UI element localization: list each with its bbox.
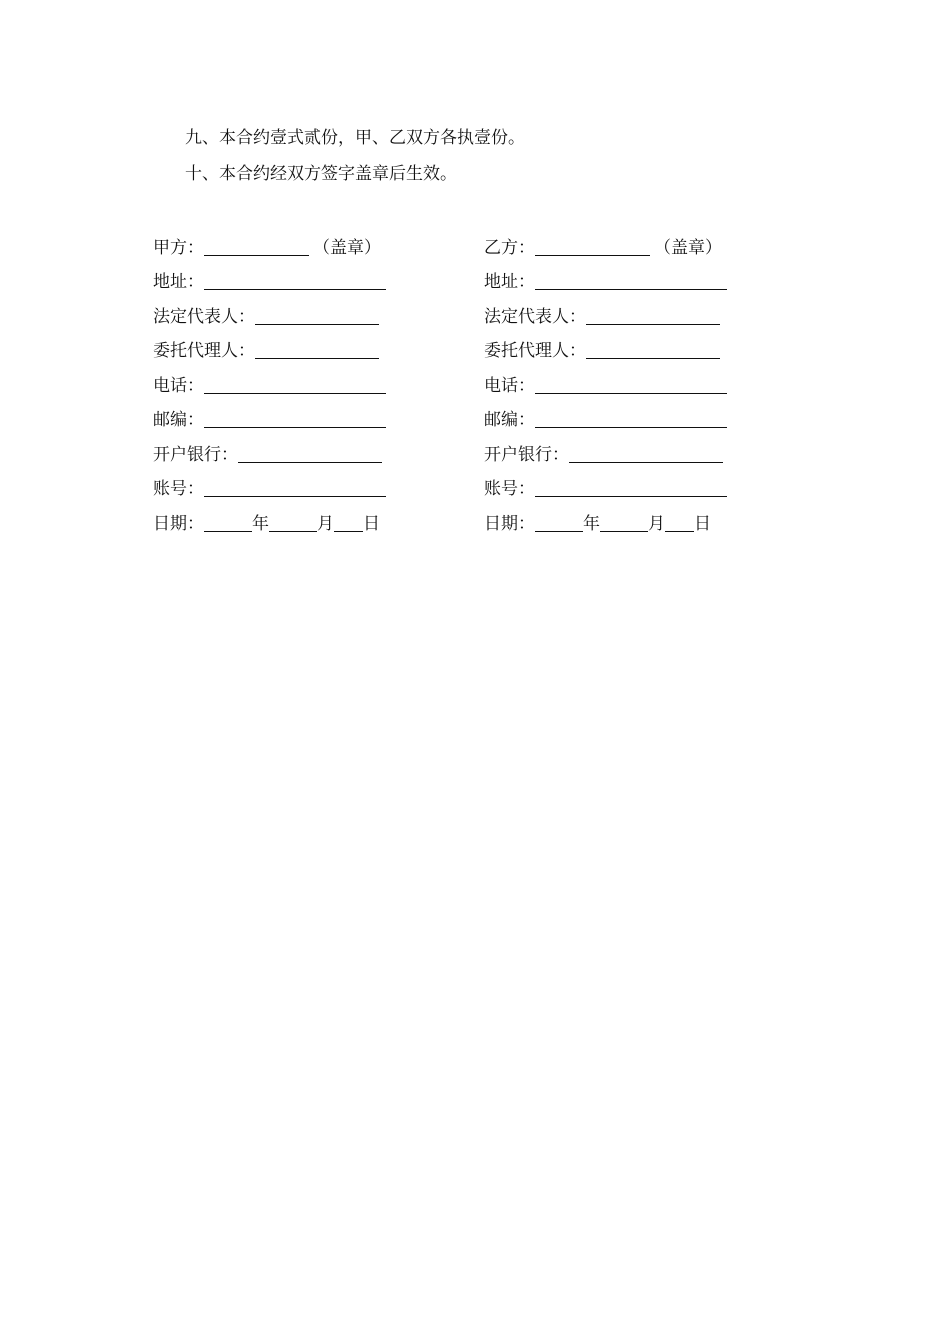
party-a-legal-rep-blank[interactable] bbox=[255, 304, 379, 325]
party-b-account-blank[interactable] bbox=[535, 476, 727, 497]
party-a-legal-rep-label: 法定代表人： bbox=[153, 306, 255, 327]
party-b-postcode-row bbox=[484, 397, 784, 432]
party-a-name-blank[interactable] bbox=[204, 235, 309, 256]
party-a-address-row bbox=[153, 259, 453, 294]
party-a-signature-block bbox=[153, 224, 453, 535]
party-a-bank-blank[interactable] bbox=[238, 442, 382, 463]
party-a-account-blank[interactable] bbox=[204, 476, 386, 497]
party-a-label: 甲方： bbox=[153, 237, 204, 258]
party-a-stamp-note: （盖章） bbox=[313, 237, 381, 258]
party-b-name-blank[interactable] bbox=[535, 235, 650, 256]
party-a-address-label: 地址： bbox=[153, 272, 204, 292]
party-b-name-row bbox=[484, 224, 784, 259]
clause-ten: 十、本合约经双方签字盖章后生效。 bbox=[185, 164, 457, 184]
party-a-agent-row bbox=[153, 328, 453, 363]
party-a-phone-label: 电话： bbox=[153, 375, 204, 396]
party-b-address-blank[interactable] bbox=[535, 269, 727, 290]
party-b-signature-block bbox=[484, 224, 784, 535]
party-a-postcode-row bbox=[153, 397, 453, 432]
party-a-year-blank[interactable] bbox=[204, 511, 252, 532]
party-b-phone-label: 电话： bbox=[484, 375, 535, 396]
party-b-month-blank[interactable] bbox=[600, 511, 648, 532]
party-b-phone-blank[interactable] bbox=[535, 373, 727, 394]
party-b-agent-label: 委托代理人： bbox=[484, 341, 586, 361]
party-a-day-blank[interactable] bbox=[334, 511, 363, 532]
party-a-name-row bbox=[153, 224, 453, 259]
party-b-stamp-note: （盖章） bbox=[654, 237, 722, 258]
party-a-date-label: 日期： bbox=[153, 513, 204, 534]
party-b-postcode-blank[interactable] bbox=[535, 407, 727, 428]
party-b-legal-rep-row bbox=[484, 293, 784, 328]
party-b-bank-blank[interactable] bbox=[569, 442, 723, 463]
party-a-legal-rep-row bbox=[153, 293, 453, 328]
party-a-day-unit: 日 bbox=[363, 513, 380, 534]
party-b-legal-rep-blank[interactable] bbox=[586, 304, 720, 325]
party-b-agent-row bbox=[484, 328, 784, 363]
party-a-phone-blank[interactable] bbox=[204, 373, 386, 394]
party-a-date-row bbox=[153, 500, 453, 535]
party-a-address-blank[interactable] bbox=[204, 269, 386, 290]
party-b-bank-row bbox=[484, 431, 784, 466]
party-b-day-unit: 日 bbox=[694, 513, 711, 534]
party-b-address-row bbox=[484, 259, 784, 294]
party-b-bank-label: 开户银行： bbox=[484, 444, 569, 465]
party-b-date-row bbox=[484, 500, 784, 535]
party-b-year-blank[interactable] bbox=[535, 511, 583, 532]
party-b-agent-blank[interactable] bbox=[586, 338, 720, 359]
party-a-account-label: 账号： bbox=[153, 479, 204, 499]
party-a-postcode-blank[interactable] bbox=[204, 407, 386, 428]
party-b-label: 乙方： bbox=[484, 237, 535, 258]
party-b-date-label: 日期： bbox=[484, 513, 535, 534]
party-a-postcode-label: 邮编： bbox=[153, 410, 204, 430]
party-b-month-unit: 月 bbox=[648, 513, 665, 534]
party-a-bank-label: 开户银行： bbox=[153, 444, 238, 465]
party-b-year-unit: 年 bbox=[583, 513, 600, 534]
party-b-account-label: 账号： bbox=[484, 479, 535, 499]
party-b-account-row bbox=[484, 466, 784, 501]
party-a-month-blank[interactable] bbox=[269, 511, 317, 532]
party-b-legal-rep-label: 法定代表人： bbox=[484, 306, 586, 327]
party-a-bank-row bbox=[153, 431, 453, 466]
party-b-address-label: 地址： bbox=[484, 272, 535, 292]
party-a-phone-row bbox=[153, 362, 453, 397]
party-b-postcode-label: 邮编： bbox=[484, 410, 535, 430]
party-a-month-unit: 月 bbox=[317, 513, 334, 534]
party-b-phone-row bbox=[484, 362, 784, 397]
clause-nine: 九、本合约壹式贰份，甲、乙双方各执壹份。 bbox=[185, 128, 525, 148]
party-a-year-unit: 年 bbox=[252, 513, 269, 534]
party-b-day-blank[interactable] bbox=[665, 511, 694, 532]
party-a-account-row bbox=[153, 466, 453, 501]
party-a-agent-blank[interactable] bbox=[255, 338, 379, 359]
party-a-agent-label: 委托代理人： bbox=[153, 341, 255, 361]
